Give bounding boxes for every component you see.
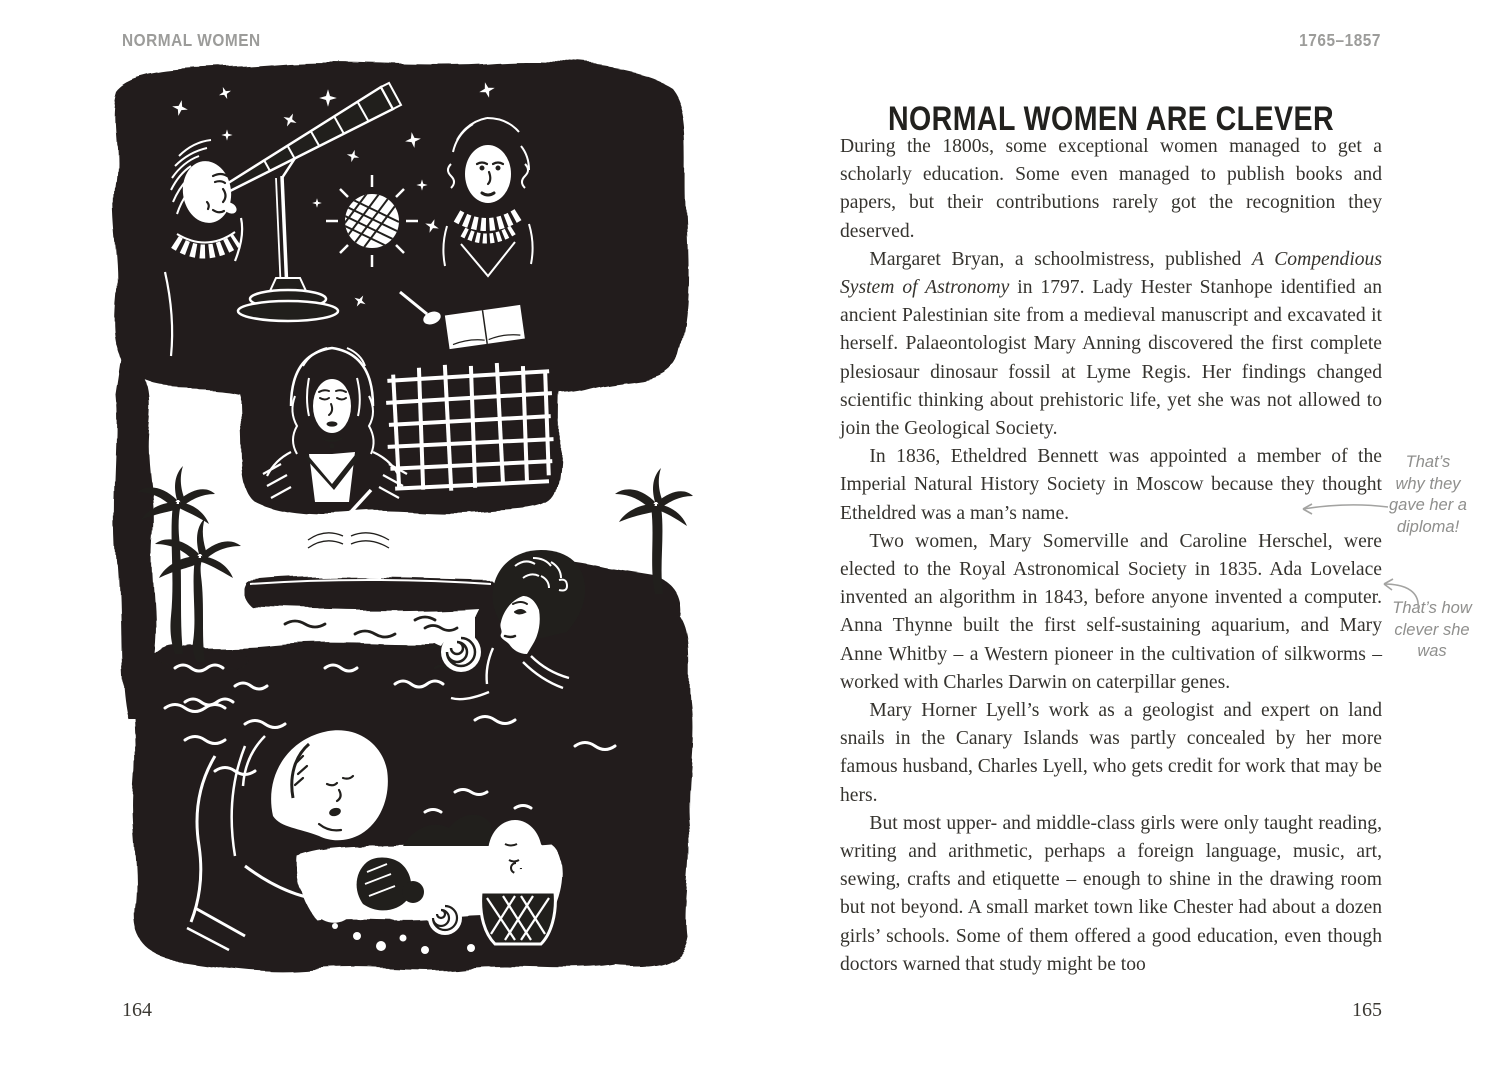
- chapter-title: NORMAL WOMEN ARE CLEVER: [887, 99, 1334, 138]
- margin-note-diploma: [1368, 452, 1488, 538]
- paragraph: During the 1800s, some exceptional women managed to get a scholarly education. Some even managed to publish books and papers, but their contributions rarely got the recognition they deserved.: [840, 136, 1382, 242]
- body-text: [840, 133, 1382, 979]
- paragraph: Mary Horner Lyell’s work as a geologist and expert on land snails in the Canary Islands was partly concealed by her more famous husband, Charles Lyell, who gets credit for work that may be hers.: [840, 700, 1382, 806]
- ammonite-fossil: [428, 901, 462, 935]
- margin-note-line: diploma!: [1396, 517, 1460, 536]
- margin-note-line: clever she: [1394, 620, 1470, 639]
- margin-note-line: gave her a: [1389, 496, 1467, 514]
- open-book: [300, 525, 398, 574]
- curved-arrow-icon: [1374, 577, 1422, 611]
- left-arrow-icon: [1296, 500, 1392, 518]
- page-number-left: 164: [122, 999, 152, 1021]
- running-header-right: 1765–1857: [1299, 30, 1381, 50]
- page-number-right: 165: [1352, 999, 1382, 1021]
- margin-note-line: was: [1417, 642, 1447, 660]
- margin-note-line: That’s how: [1392, 599, 1472, 617]
- paragraph: In 1836, Etheldred Bennett was appointed a member of the Imperial Natural History Society in Moscow because they thought Etheldred was a man’s name.: [840, 446, 1382, 524]
- linocut-illustration: [95, 56, 735, 991]
- paragraph: Two women, Mary Somerville and Caroline Herschel, were elected to the Royal Astronomical Society in 1835. Ada Lovelace invented an algorithm in 1843, before anyone invented a computer. Anna Thynne built the first self-sustaining aquarium, and Mary Anne Whitby – a Western pioneer in the cultivation of silkworms – worked with Charles Darwin on caterpillar genes.: [840, 530, 1382, 693]
- running-header-left: NORMAL WOMEN: [122, 30, 261, 50]
- paragraph: Margaret Bryan, a schoolmistress, published A Compendious System of Astronomy in 1797. Lady Hester Stanhope identified an ancient Palestinian site from a medieval manuscript and excavated it herself. Palaeontologist Mary Anning discovered the first complete plesiosaur dinosaur fossil at Lyme Regis. Her findings changed scientific thinking about prehistoric life, yet she was not allowed to join the Geological Society.: [840, 248, 1383, 440]
- margin-note-line: why they: [1395, 474, 1461, 493]
- paragraph: But most upper- and middle-class girls were only taught reading, writing and arithmetic, perhaps a foreign language, music, art, sewing, crafts and etiquette – enough to shine in the drawing room but not beyond. A small market town like Chester had about a dozen girls’ schools. Some of them offered a good education, even though doctors warned that study might be too: [840, 812, 1382, 975]
- margin-note-line: That’s: [1405, 453, 1451, 471]
